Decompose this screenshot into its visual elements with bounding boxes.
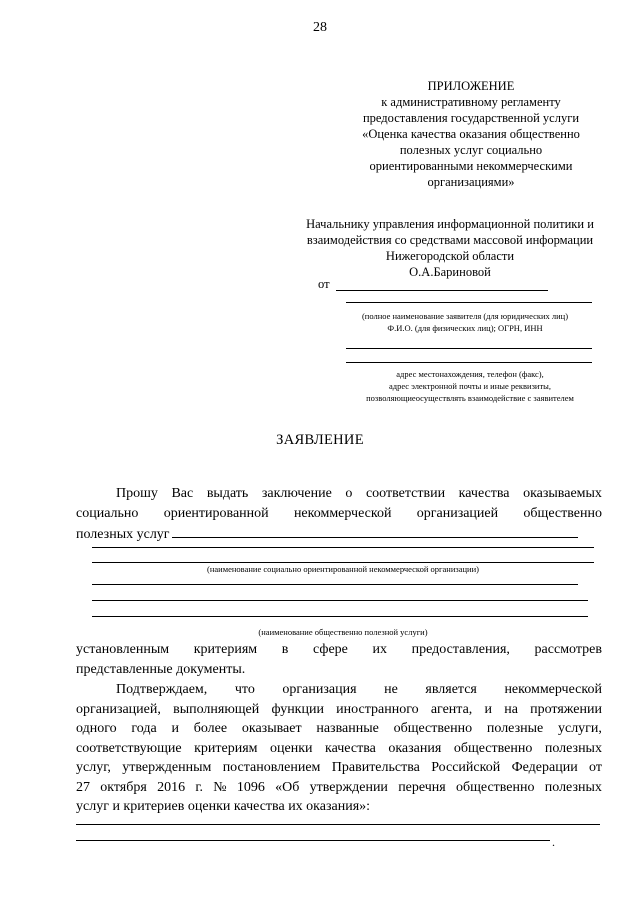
appendix-line: ориентированными некоммерческими	[369, 159, 573, 173]
addressee-line: взаимодействия со средствами массовой информации	[306, 233, 594, 247]
text-line: социально ориентированной некоммерческой организацией общественно	[76, 505, 602, 521]
from-label: от	[318, 277, 330, 291]
text-line: Прошу Вас выдать заключение о соответствии качества оказываемых	[116, 486, 602, 501]
confirmation-paragraph	[76, 680, 602, 817]
text-line: 27 октября 2016 г. № 1096 «Об утверждении перечня общественно полезных	[76, 779, 602, 795]
appendix-header	[340, 78, 602, 190]
appendix-line: полезных услуг социально	[399, 143, 543, 157]
document-title: ЗАЯВЛЕНИЕ	[276, 432, 364, 448]
services-list-field[interactable]	[76, 824, 600, 825]
addressee-line: Нижегородской области	[385, 249, 515, 263]
applicant-name-caption: (полное наименование заявителя (для юридических лиц) Ф.И.О. (для физических лиц); ОГРН, ИНН	[361, 311, 569, 333]
appendix-line: организациями»	[427, 175, 515, 189]
request-paragraph	[76, 484, 602, 545]
addressee-block	[300, 216, 600, 280]
appendix-line: ПРИЛОЖЕНИЕ	[427, 79, 515, 93]
service-name-field[interactable]	[92, 616, 588, 617]
text-line: представленные документы.	[76, 661, 246, 677]
appendix-line: «Оценка качества оказания общественно	[362, 127, 580, 141]
text-line: одного года и более оказывает названные общественно полезные услуги,	[76, 721, 602, 736]
appendix-line: к административному регламенту	[381, 95, 561, 109]
services-line: полезных услуг	[76, 523, 578, 545]
text-line: Подтверждаем, что организация не является некоммерческой	[116, 682, 602, 697]
services-field[interactable]	[172, 523, 578, 538]
text-line: услуг, утвержденным постановлением Правительства Российской Федерации от	[76, 760, 602, 775]
criteria-paragraph	[76, 640, 602, 679]
organization-name-field[interactable]	[92, 547, 594, 548]
addressee-line: Начальнику управления информационной политики и	[306, 217, 594, 231]
services-list-field[interactable]	[76, 840, 550, 841]
applicant-name-field[interactable]	[346, 302, 592, 303]
applicant-address-field[interactable]	[346, 348, 592, 349]
text-line: соответствующие критериям оценки качества оказания общественно полезных	[76, 740, 602, 756]
applicant-address-field[interactable]	[346, 362, 592, 363]
text-line: услуг и критериев оценки качества их оказания»:	[76, 799, 371, 814]
addressee-line: О.А.Бариновой	[409, 265, 491, 279]
text-line: организацией, выполняющей функции иностранного агента, и на протяжении	[76, 701, 602, 717]
text-line: установленным критериям в сфере их предоставления, рассмотрев	[76, 642, 602, 657]
applicant-from-field[interactable]	[336, 290, 548, 291]
organization-caption: (наименование социально ориентированной некоммерческой организации)	[207, 564, 479, 574]
page-number: 28	[313, 20, 327, 35]
service-name-field[interactable]	[92, 584, 578, 585]
service-caption: (наименование общественно полезной услуги)	[258, 627, 428, 637]
end-mark: .	[552, 835, 555, 849]
appendix-line: предоставления государственной услуги	[362, 111, 580, 125]
service-name-field[interactable]	[92, 600, 588, 601]
applicant-address-caption: адрес местонахождения, телефон (факс), адрес электронной почты и иные реквизиты, позволяющиеосуществлять взаимодействие с заявителем	[366, 369, 574, 403]
